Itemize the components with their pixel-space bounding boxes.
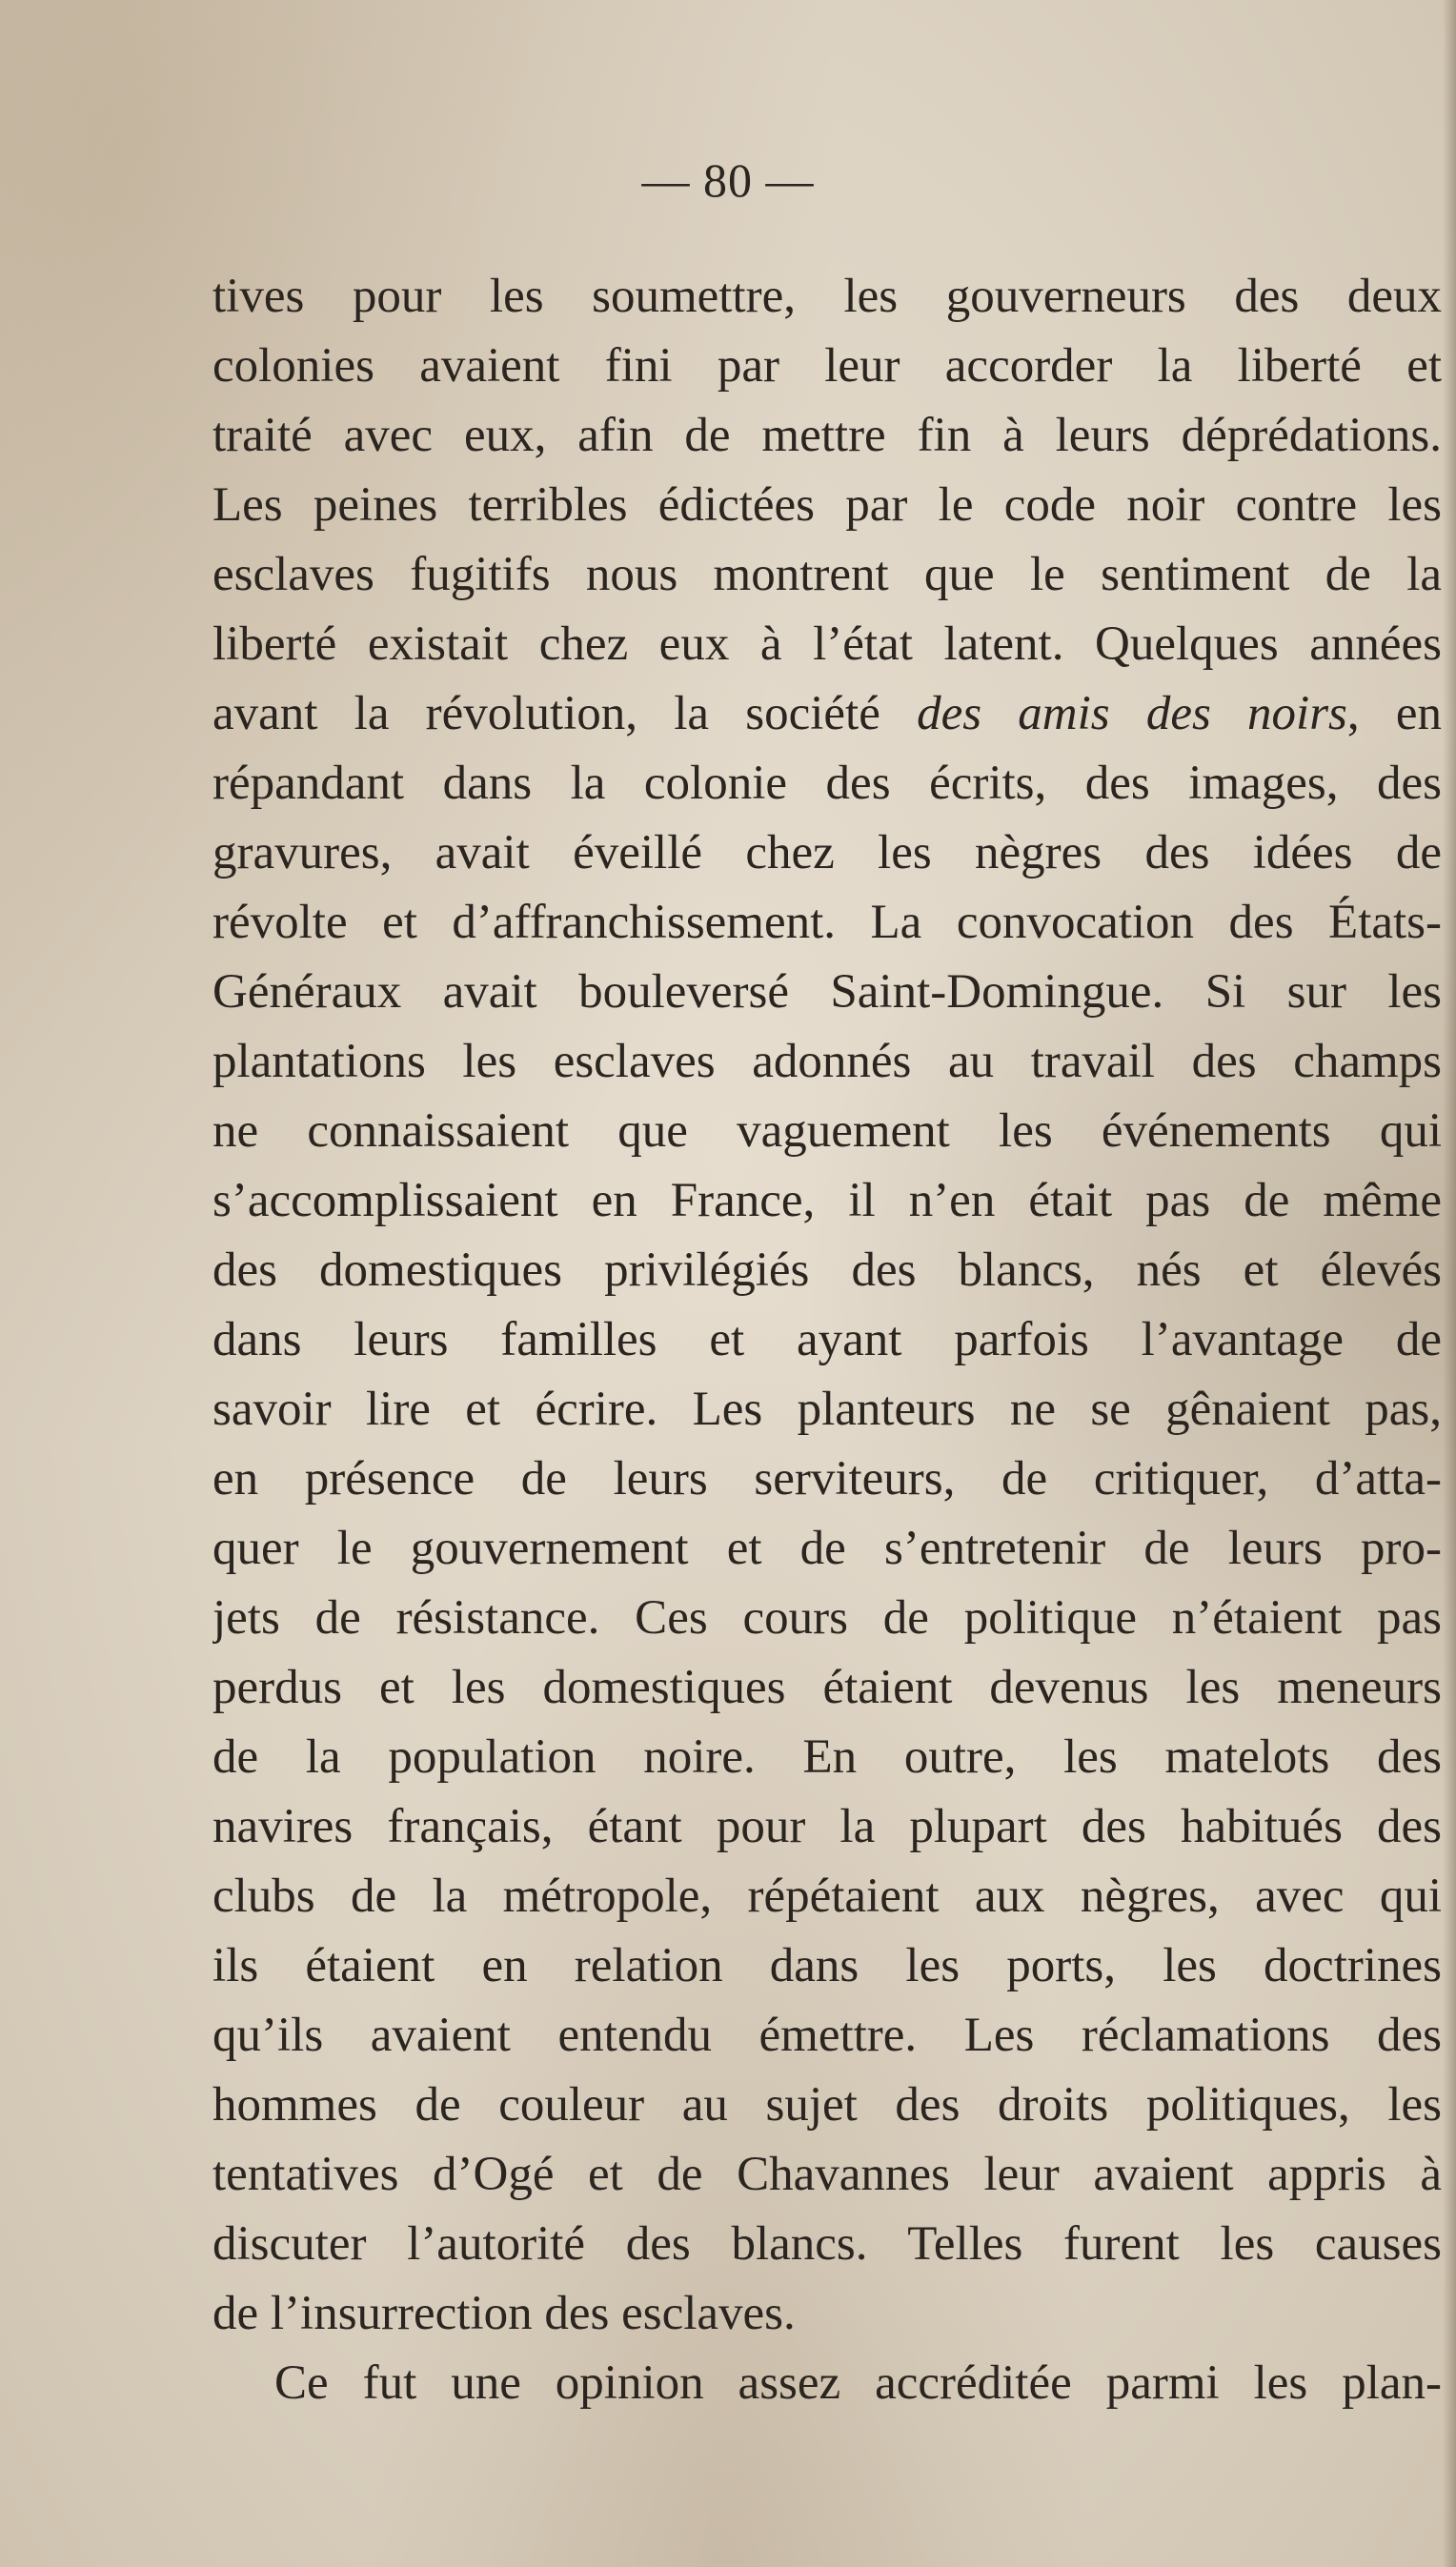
text-line: en présence de leurs serviteurs, de critiquer, d’atta-: [212, 1452, 1442, 1506]
text-line: révolte et d’affranchissement. La convocation des États-: [212, 896, 1442, 949]
text-line: dans leurs familles et ayant parfois l’avantage de: [212, 1313, 1442, 1366]
paragraph-start-line: Ce fut une opinion assez accréditée parmi les plan-: [274, 2356, 1442, 2410]
text-line: répandant dans la colonie des écrits, des images, des: [212, 757, 1442, 810]
text-line: [212, 679, 1442, 749]
text-segment: avant la révolution, la société: [212, 687, 918, 740]
text-line: perdus et les domestiques étaient devenus les meneurs: [212, 1661, 1442, 1714]
paragraph-end-line: de l’insurrection des esclaves.: [212, 2287, 796, 2340]
text-line: navires français, étant pour la plupart des habitués des: [212, 1800, 1442, 1853]
text-line: clubs de la métropole, répétaient aux nègres, avec qui: [212, 1870, 1442, 1923]
text-line: liberté existait chez eux à l’état latent. Quelques années: [212, 617, 1442, 671]
text-line: discuter l’autorité des blancs. Telles furent les causes: [212, 2217, 1442, 2271]
text-line: tentatives d’Ogé et de Chavannes leur avaient appris à: [212, 2148, 1442, 2201]
text-line: hommes de couleur au sujet des droits politiques, les: [212, 2078, 1442, 2132]
italic-phrase: des amis des noirs: [917, 687, 1347, 740]
text-line: esclaves fugitifs nous montrent que le sentiment de la: [212, 548, 1442, 601]
body-text: [212, 262, 1442, 2418]
text-line: jets de résistance. Ces cours de politique n’étaient pas: [212, 1591, 1442, 1645]
text-line: qu’ils avaient entendu émettre. Les réclamations des: [212, 2009, 1442, 2062]
page-number: — 80 —: [641, 153, 815, 207]
text-line: gravures, avait éveillé chez les nègres des idées de: [212, 826, 1442, 879]
text-line: Les peines terribles édictées par le code noir contre les: [212, 478, 1442, 532]
text-line: traité avec eux, afin de mettre fin à leurs déprédations.: [212, 409, 1442, 462]
text-line: colonies avaient fini par leur accorder la liberté et: [212, 339, 1442, 393]
text-line: Généraux avait bouleversé Saint-Domingue. Si sur les: [212, 965, 1442, 1019]
text-line: quer le gouvernement et de s’entretenir de leurs pro-: [212, 1522, 1442, 1575]
text-line: plantations les esclaves adonnés au travail des champs: [212, 1035, 1442, 1088]
text-line: s’accomplissaient en France, il n’en était pas de même: [212, 1174, 1442, 1227]
text-segment: , en: [1346, 687, 1442, 740]
text-line: de la population noire. En outre, les matelots des: [212, 1730, 1442, 1784]
text-line: ils étaient en relation dans les ports, les doctrines: [212, 1939, 1442, 1992]
text-line: des domestiques privilégiés des blancs, nés et élevés: [212, 1243, 1442, 1297]
text-line: ne connaissaient que vaguement les événements qui: [212, 1104, 1442, 1158]
text-line: tives pour les soumettre, les gouverneurs des deux: [212, 270, 1442, 323]
text-line: savoir lire et écrire. Les planteurs ne se gênaient pas,: [212, 1383, 1442, 1436]
